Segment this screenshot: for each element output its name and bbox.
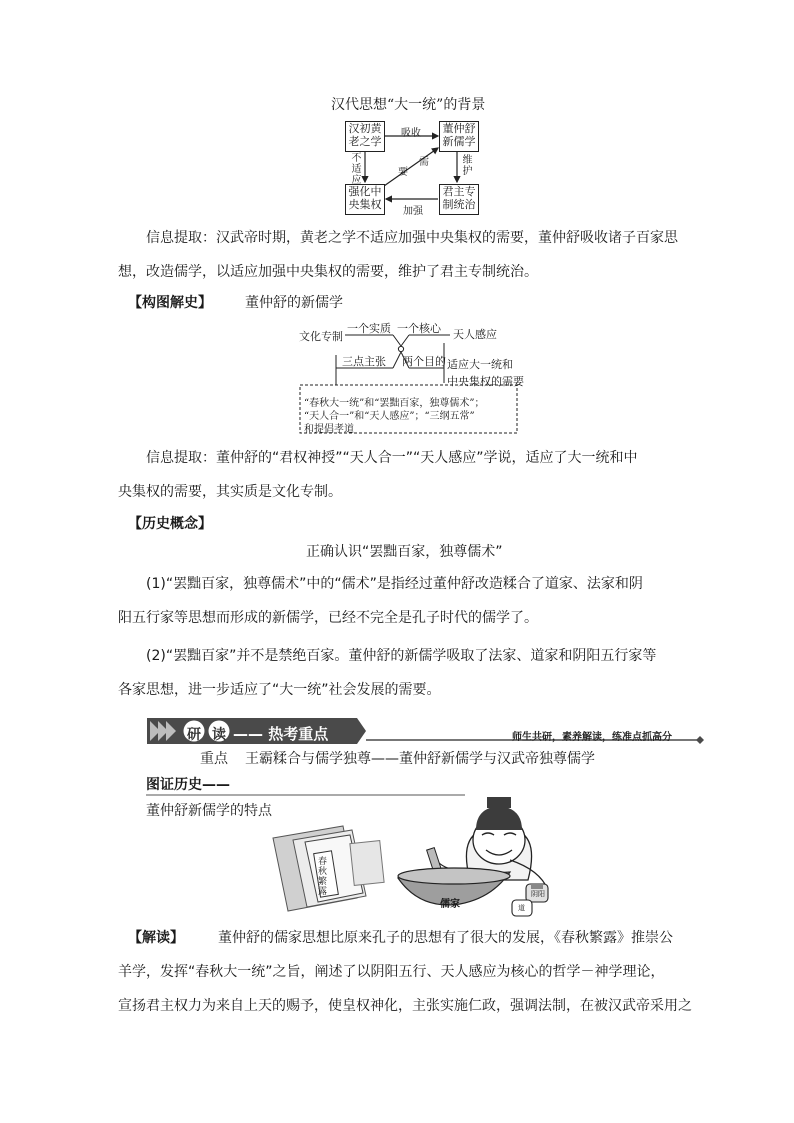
info2-line2: 央集权的需要，其实质是文化专制。 — [118, 484, 342, 500]
dashed-line1: “春秋大一统”和“罢黜百家，独尊儒术”； — [304, 398, 485, 409]
book-illustration — [273, 826, 384, 911]
book-title-label: 春秋繁露 — [318, 857, 328, 897]
concept-p2-line2: 各家思想，进一步适应了“大一统”社会发展的需要。 — [118, 682, 441, 698]
key-point-label: 重点 — [200, 751, 228, 767]
dashed-line3: 和提倡孝道 — [304, 424, 354, 435]
label-adapt-1: 适应大一统和 — [447, 358, 513, 371]
jar-label-dao: 道 — [518, 904, 525, 912]
label-one-core: 一个核心 — [397, 322, 441, 335]
dashed-line2: “天人合一”和“天人感应”；“三纲五常” — [304, 411, 475, 422]
tuzheng-caption: 董仲舒新儒学的特点 — [146, 803, 272, 819]
label-one-essence: 一个实质 — [347, 322, 391, 335]
label-three-points: 三点主张 — [342, 355, 386, 368]
label-strengthen: 加强 — [403, 206, 423, 217]
bowl-label: 儒家 — [440, 899, 460, 910]
gotu-subtitle: 董仲舒的新儒学 — [245, 295, 343, 311]
diagram1-title: 汉代思想“大一统”的背景 — [331, 97, 486, 113]
concept-p2-line1: (2)“罢黜百家”并不是禁绝百家。董仲舒的新儒学吸取了法家、道家和阴阳五行家等 — [146, 648, 657, 664]
concept-title: 正确认识“罢黜百家，独尊儒术” — [306, 544, 503, 560]
box-autocracy: 君主专制统治 — [439, 184, 479, 215]
label-not-adapt: 不适应 — [351, 153, 362, 186]
gotu-heading: 【构图解史】 — [128, 295, 212, 311]
jiedu-line2: 羊学，发挥“春秋大一统”之旨，阐述了以阴阳五行、天人感应为核心的哲学－神学理论， — [118, 964, 665, 980]
label-need-1: 需 — [419, 157, 429, 168]
concept-p1-line1: (1)“罢黜百家，独尊儒术”中的“儒术”是指经过董仲舒改造糅合了道家、法家和阴 — [146, 576, 643, 592]
label-tianren: 天人感应 — [453, 328, 497, 341]
key-point-text: 王霸糅合与儒学独尊——董仲舒新儒学与汉武帝独尊儒学 — [245, 751, 595, 767]
jar-label-yinyang: 阴阳 — [531, 890, 545, 898]
label-maintain: 维护 — [462, 155, 473, 177]
tuzheng-heading: 图证历史—— — [146, 777, 230, 793]
banner-right-text: 师生共研，素养解读，练准点抓高分 — [512, 732, 672, 743]
label-culture-autocracy: 文化专制 — [299, 330, 343, 343]
concept-p1-line2: 阳五行家等思想而形成的新儒学，已经不完全是孔子时代的儒学了。 — [118, 610, 538, 626]
info2-line1: 信息提取：董仲舒的“君权神授”“天人合一”“天人感应”学说，适应了大一统和中 — [146, 450, 638, 466]
label-adapt-2: 中央集权的需要 — [447, 375, 524, 388]
banner-char-du: 读 — [212, 727, 226, 743]
jiedu-line3: 宣扬君主权力为来自上天的赐予，使皇权神化，主张实施仁政，强调法制，在被汉武帝采用之 — [118, 998, 692, 1014]
jiedu-line1: 董仲舒的儒家思想比原来孔子的思想有了很大的发展，《春秋繁露》推崇公 — [218, 930, 673, 946]
info1-line1: 信息提取：汉武帝时期，黄老之学不适应加强中央集权的需要，董仲舒吸收诸子百家思 — [146, 230, 678, 246]
banner-title-rest: —— 热考重点 — [233, 725, 329, 743]
banner-char-yan: 研 — [187, 727, 201, 743]
box-centralization: 强化中央集权 — [345, 184, 385, 215]
label-absorb: 吸收 — [401, 128, 421, 139]
label-need-2: 要 — [398, 167, 408, 178]
jiedu-heading: 【解读】 — [128, 930, 184, 946]
box-new-confucianism: 董仲舒新儒学 — [439, 121, 479, 152]
concept-heading: 【历史概念】 — [128, 516, 212, 532]
label-two-goals: 两个目的 — [402, 355, 446, 368]
box-huanglao: 汉初黄老之学 — [345, 121, 385, 152]
info1-line2: 想，改造儒学，以适应加强中央集权的需要，维护了君主专制统治。 — [118, 264, 538, 280]
